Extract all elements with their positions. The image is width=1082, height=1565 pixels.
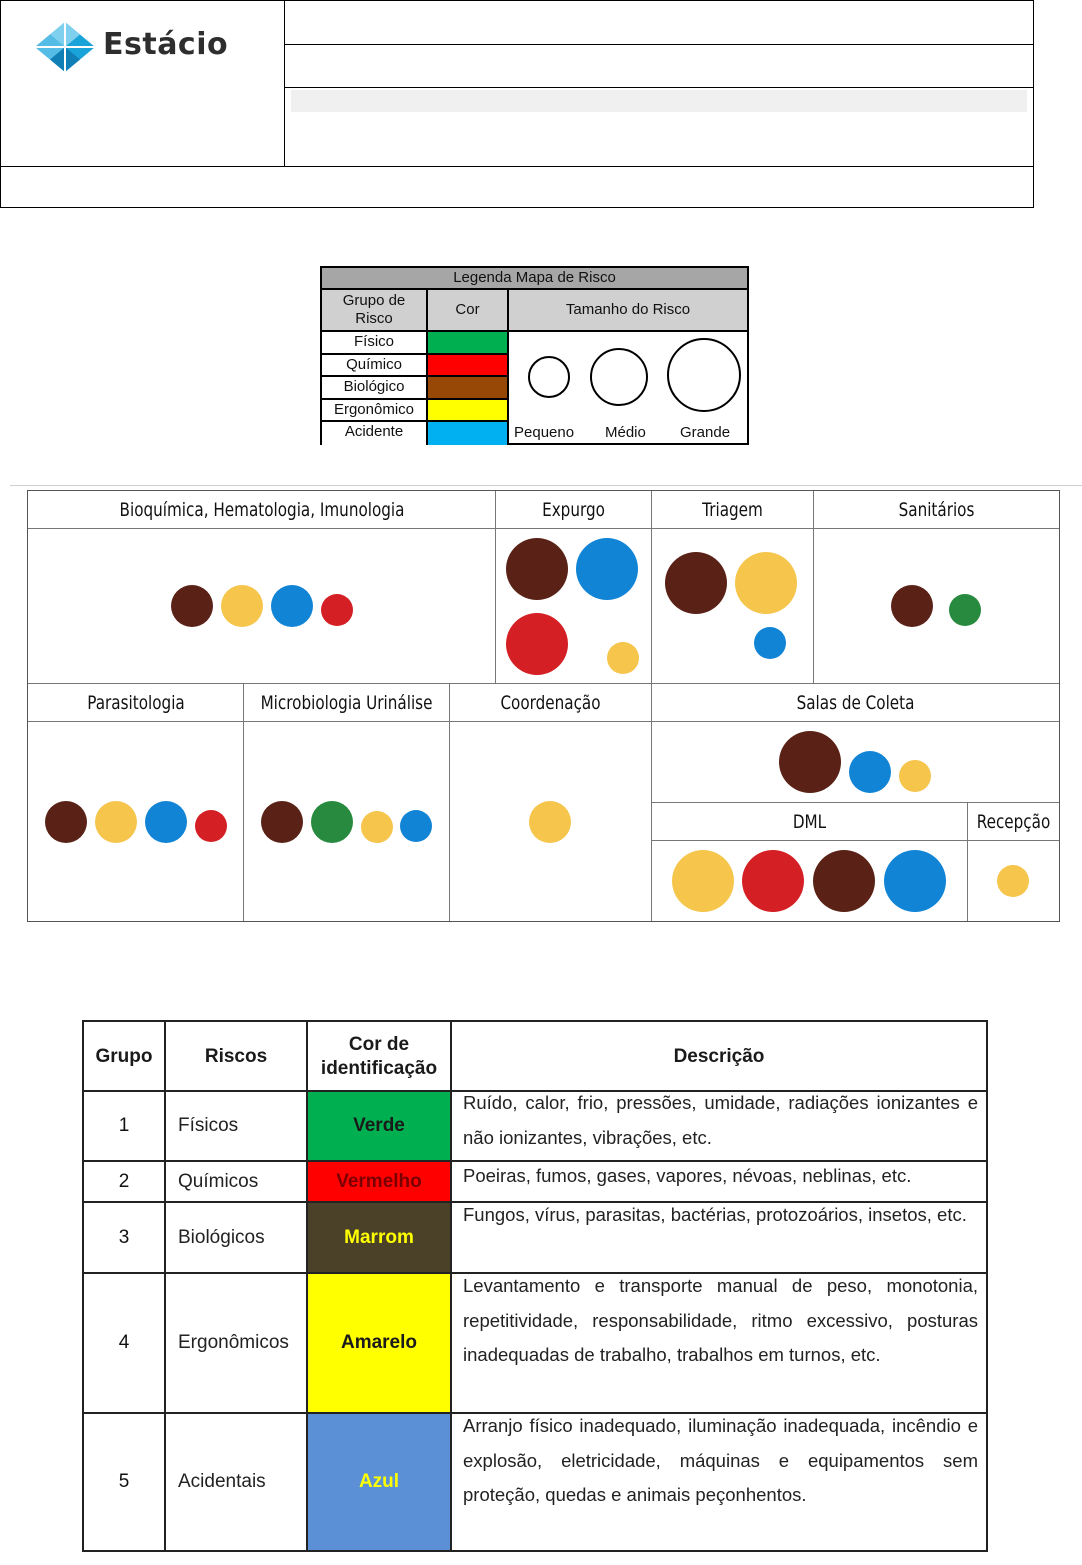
room-header-bioquimica — [28, 491, 496, 529]
table-cell-color: Verde — [308, 1092, 450, 1160]
room-label: Bioquímica, Hematologia, Imunologia — [119, 498, 405, 521]
room-label: Expurgo — [542, 498, 605, 521]
legend-swatch-acidente — [428, 422, 509, 445]
risk-dot-yellow-small — [899, 760, 931, 792]
risk-dot-yellow-small — [607, 642, 639, 674]
table-cell-color: Vermelho — [308, 1162, 450, 1201]
risk-dot-blue-medium — [271, 585, 313, 627]
room-header-triagem — [652, 491, 814, 529]
table-cell-risk: Acidentais — [178, 1471, 266, 1492]
size-medium-circle — [590, 348, 648, 406]
room-header-salas-coleta — [652, 684, 1059, 722]
legend-group-acidente: Acidente — [322, 422, 428, 445]
risk-dot-red-large — [506, 613, 568, 675]
header-description: Descrição — [673, 1046, 765, 1068]
risk-dot-yellow-medium — [95, 801, 137, 843]
table-cell-risk: Ergonômicos — [178, 1332, 289, 1353]
legend-header-color: Cor — [428, 290, 509, 332]
risk-groups-table — [82, 1020, 988, 1552]
risk-dot-yellow-medium — [221, 585, 263, 627]
room-header-expurgo — [496, 491, 652, 529]
legend-swatch-ergonomico — [428, 400, 509, 423]
legend-group-quimico: Químico — [322, 355, 428, 378]
room-header-sanitarios — [814, 491, 1059, 529]
risk-map-floorplan — [27, 490, 1060, 922]
table-gridline — [164, 1022, 166, 1550]
table-cell-group: 1 — [118, 1115, 130, 1136]
room-sanitarios — [814, 529, 1059, 684]
header-color: Cor de identificação — [320, 1034, 438, 1079]
table-cell-group: 3 — [118, 1226, 130, 1248]
table-cell-group: 2 — [118, 1170, 130, 1192]
size-small-label: Pequeno — [514, 424, 575, 441]
table-cell-description: Poeiras, fumos, gases, vapores, névoas, neblinas, etc. — [463, 1165, 912, 1186]
risk-dot-green-small — [949, 594, 981, 626]
risk-dot-blue-medium — [849, 751, 891, 793]
header-divider — [285, 87, 1034, 88]
risk-dot-brown-medium — [891, 585, 933, 627]
table-cell-group: 4 — [118, 1332, 130, 1353]
table-cell-risk: Biológicos — [178, 1226, 265, 1248]
room-header-parasitologia — [28, 684, 244, 722]
risk-dot-red-small — [195, 810, 227, 842]
table-cell-color: Marrom — [308, 1203, 450, 1272]
room-header-microbiologia — [244, 684, 450, 722]
table-cell-risk: Químicos — [178, 1170, 259, 1192]
room-label: Microbiologia Urinálise — [260, 691, 433, 714]
legend-swatch-biologico — [428, 377, 509, 400]
risk-dot-yellow-small — [361, 811, 393, 843]
header-risks: Riscos — [204, 1046, 268, 1068]
room-label: Sanitários — [898, 498, 975, 521]
legend-title: Legenda Mapa de Risco — [322, 268, 747, 290]
room-label: Triagem — [702, 498, 763, 521]
legend-group-biologico: Biológico — [322, 377, 428, 400]
logo-text: Estácio — [103, 27, 229, 62]
risk-map-legend — [320, 266, 749, 445]
table-cell-color: Azul — [308, 1414, 450, 1550]
section-divider — [10, 485, 1082, 486]
room-label: Coordenação — [500, 691, 601, 714]
legend-swatch-fisico — [428, 332, 509, 355]
risk-dot-blue-large — [576, 538, 638, 600]
risk-dot-blue-small — [754, 627, 786, 659]
table-gridline — [450, 1022, 452, 1550]
size-large-circle — [667, 338, 741, 412]
header-divider — [1, 166, 1034, 167]
risk-dot-yellow-medium — [529, 801, 571, 843]
legend-header-size: Tamanho do Risco — [509, 290, 747, 332]
room-header-recepcao — [968, 803, 1059, 841]
risk-dot-yellow-large — [672, 850, 734, 912]
table-cell-risk: Físicos — [178, 1115, 239, 1136]
legend-swatch-quimico — [428, 355, 509, 378]
room-label: DML — [792, 810, 827, 833]
risk-dot-brown-large — [665, 552, 727, 614]
legend-header-group: Grupo de Risco — [322, 290, 428, 332]
table-cell-color: Amarelo — [308, 1274, 450, 1412]
risk-dot-blue-small — [400, 810, 432, 842]
risk-dot-red-small — [321, 594, 353, 626]
room-label: Parasitologia — [87, 691, 185, 714]
table-cell-description: Ruído, calor, frio, pressões, umidade, radiações ionizantes e não ionizantes, vibrações, etc. — [463, 1092, 978, 1148]
table-cell-description: Fungos, vírus, parasitas, bactérias, protozoários, insetos, etc. — [463, 1204, 967, 1225]
room-header-dml — [652, 803, 968, 841]
risk-dot-blue-large — [884, 850, 946, 912]
room-header-coordenacao — [450, 684, 652, 722]
size-medium-label: Médio — [605, 424, 646, 441]
legend-size-area — [509, 332, 747, 443]
table-cell-description: Arranjo físico inadequado, iluminação inadequada, incêndio e explosão, eletricidade, máquinas e equipamentos sem proteção, quedas e animais peçonhentos. — [463, 1415, 978, 1505]
risk-dot-brown-medium — [261, 801, 303, 843]
risk-dot-brown-medium — [171, 585, 213, 627]
risk-dot-brown-large — [779, 731, 841, 793]
legend-group-ergonomico: Ergonômico — [322, 400, 428, 423]
room-label: Recepção — [976, 810, 1051, 833]
document-header — [0, 0, 1034, 208]
risk-dot-brown-medium — [45, 801, 87, 843]
risk-dot-blue-medium — [145, 801, 187, 843]
size-large-label: Grande — [680, 424, 731, 441]
header-shaded-field — [291, 90, 1027, 112]
risk-dot-green-medium — [311, 801, 353, 843]
risk-dot-red-large — [742, 850, 804, 912]
room-label: Salas de Coleta — [796, 691, 915, 714]
legend-group-fisico: Físico — [322, 332, 428, 355]
header-divider — [285, 44, 1034, 45]
header-group: Grupo — [95, 1046, 153, 1068]
estacio-logo-icon — [35, 22, 95, 72]
table-cell-description: Levantamento e transporte manual de peso, monotonia, repetitividade, responsabilidade, ritmo excessivo, posturas inadequadas de trabalho, trabalhos em turnos, etc. — [463, 1275, 978, 1365]
risk-dot-brown-large — [506, 538, 568, 600]
risk-dot-yellow-large — [735, 552, 797, 614]
risk-dot-yellow-small — [997, 865, 1029, 897]
table-cell-group: 5 — [118, 1471, 130, 1492]
size-small-circle — [528, 356, 570, 398]
risk-dot-brown-large — [813, 850, 875, 912]
logo-cell — [1, 1, 285, 166]
